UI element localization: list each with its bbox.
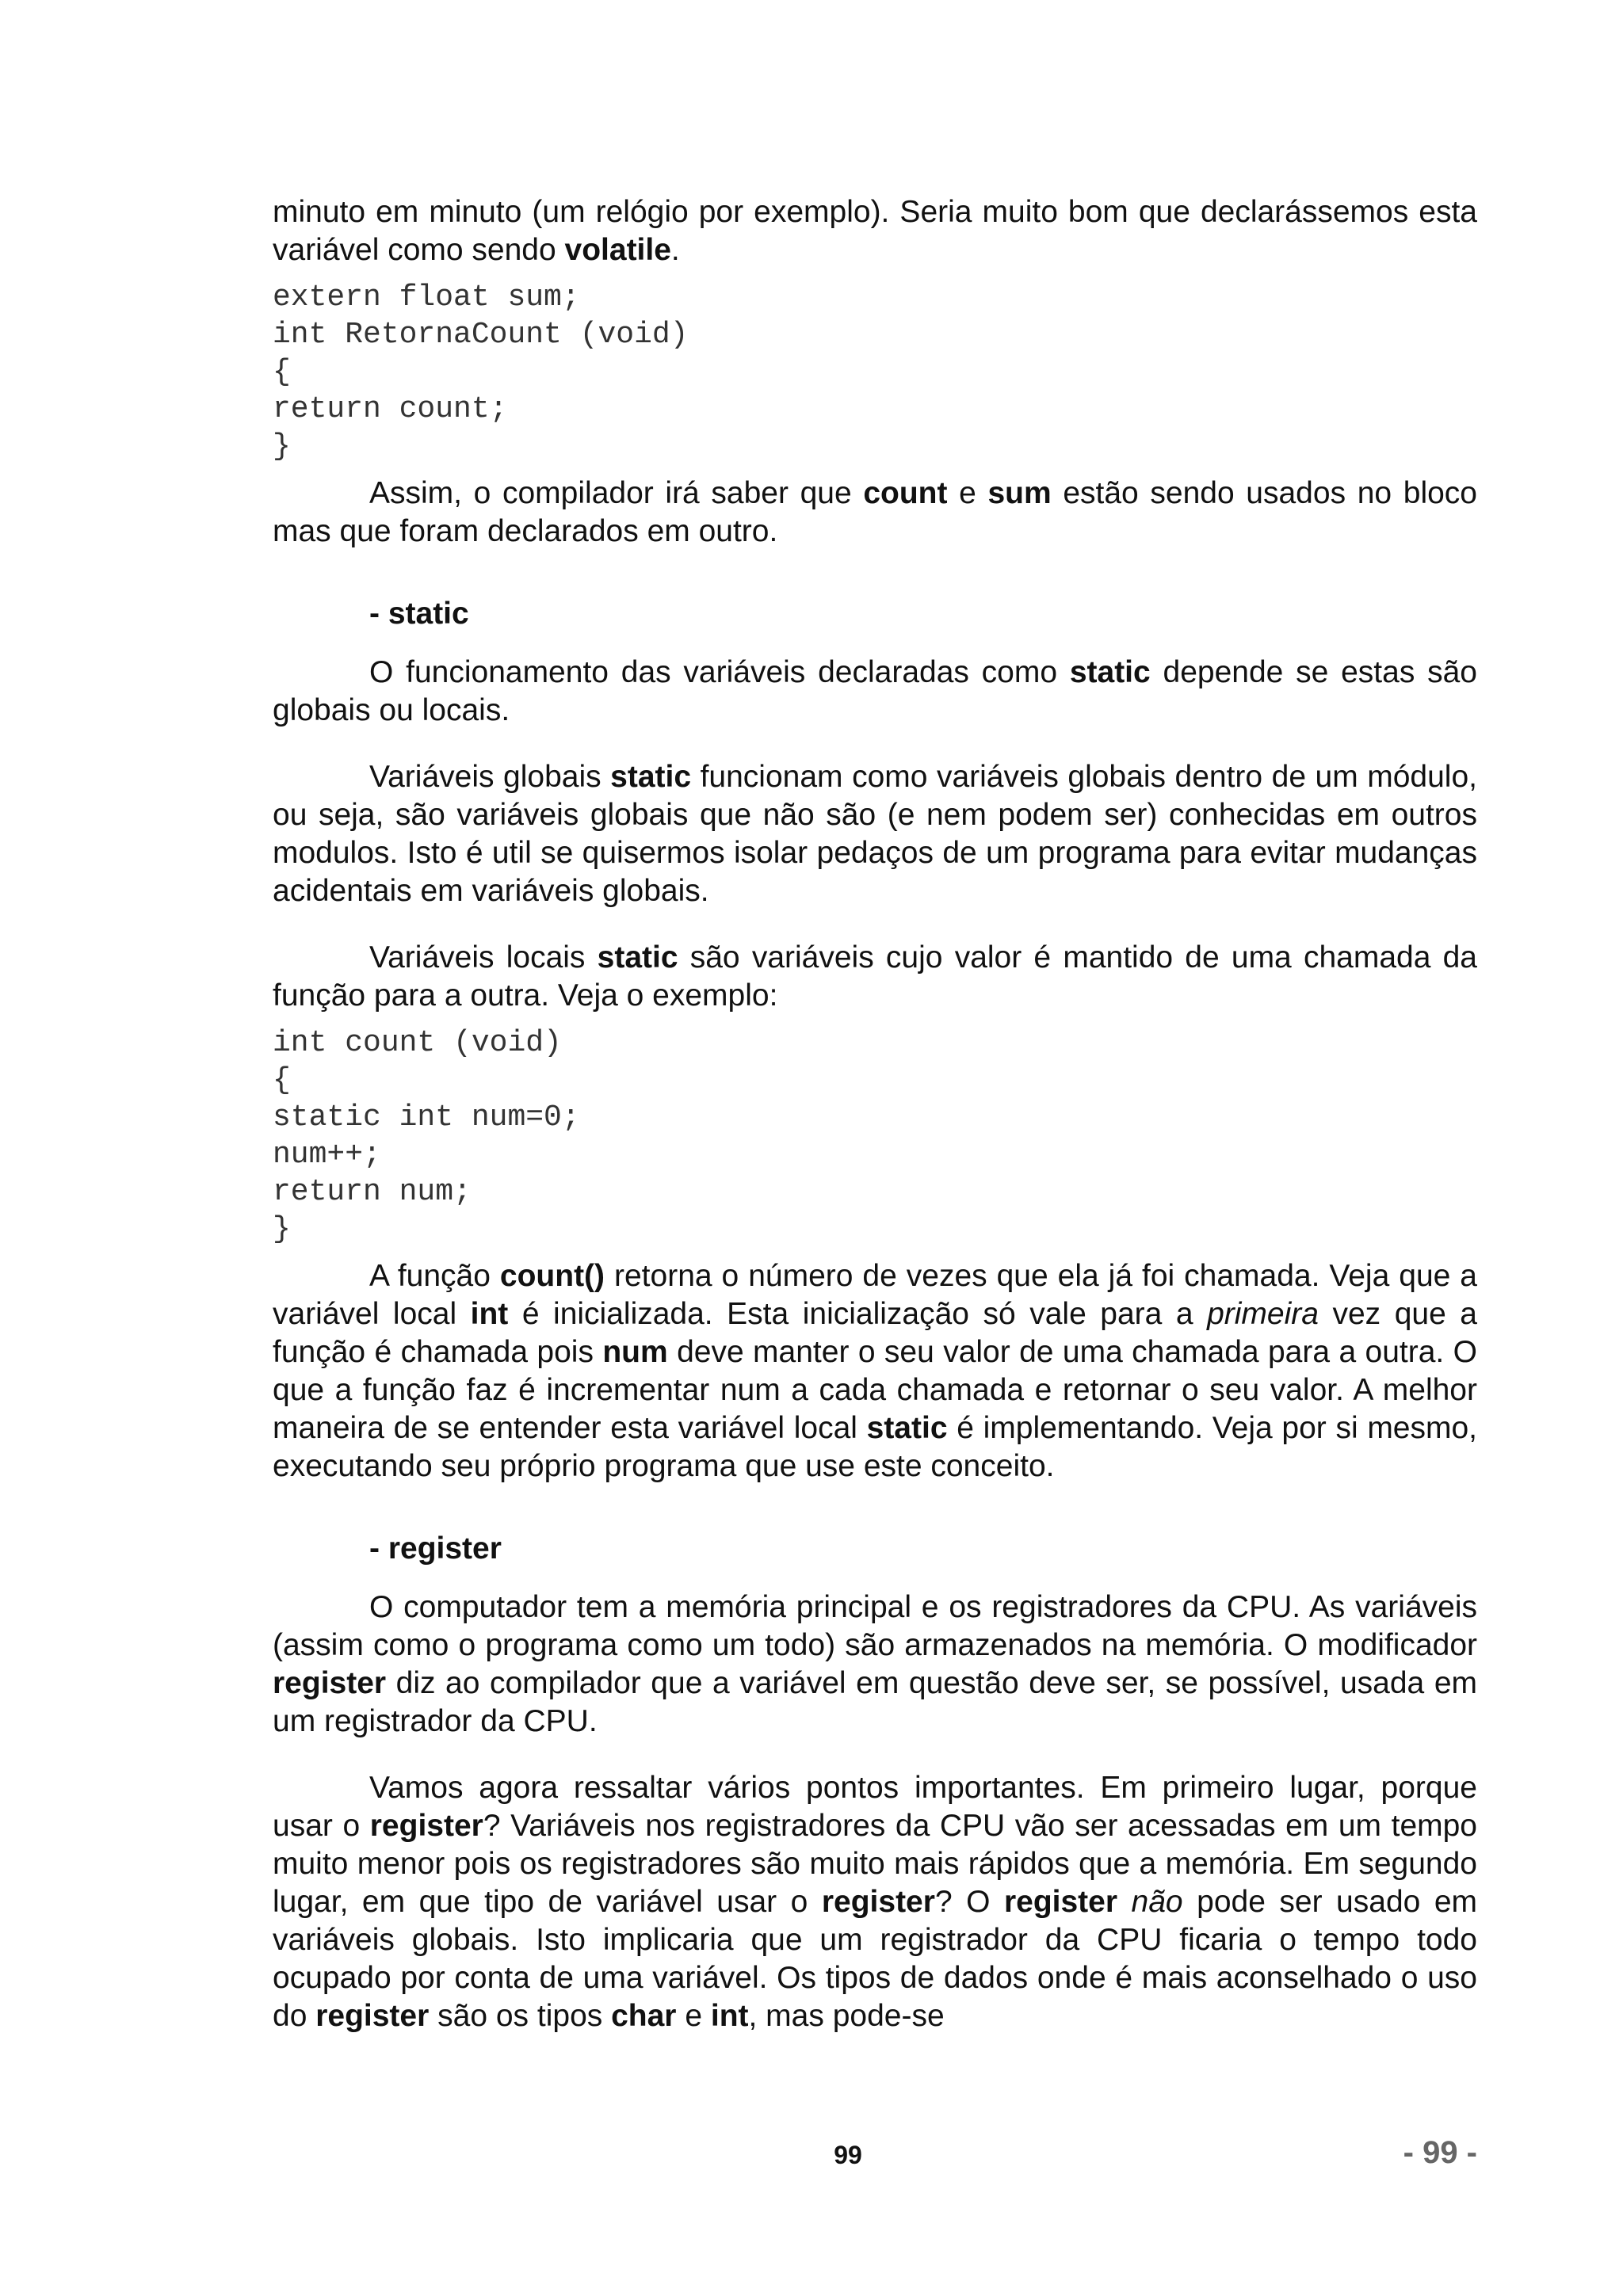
text: deve manter o seu valor de uma chamada para a outra. O que a função faz é incrementar num a cada chamada e retornar o seu valor. A melhor maneira de se entender esta variável local (273, 1335, 1477, 1445)
emphasis-nao: não (1131, 1885, 1183, 1919)
text: depende se estas são globais ou locais. (273, 655, 1477, 727)
code-block-count (273, 1024, 1477, 1248)
paragraph-register-points (273, 1769, 1477, 2035)
text: minuto em minuto (um relógio por exemplo). Seria muito bom que declarássemos esta variável como sendo (273, 195, 1477, 267)
text: pode ser usado em variáveis globais. Isto implicaria que um registrador da CPU ficaria o tempo todo ocupado por conta de uma variável. Os tipos de dados onde é mais aconselhado o uso do (273, 1885, 1477, 2033)
text: Vamos agora ressaltar vários pontos importantes. Em primeiro lugar, porque usar o (273, 1771, 1477, 1843)
text: são variáveis cujo valor é mantido de uma chamada da função para a outra. Veja o exemplo: (273, 940, 1477, 1013)
paragraph-count-explanation (273, 1257, 1477, 1486)
paragraph-static-intro (273, 654, 1477, 730)
text: O computador tem a memória principal e os registradores da CPU. As variáveis (assim como o programa como um todo) são armazenados na memória. O modificador (273, 1590, 1477, 1662)
code-line: { (273, 1063, 291, 1097)
text: retorna o número de vezes que ela já foi chamada. Veja que a variável local (273, 1259, 1477, 1331)
section-heading-static: - static (369, 597, 469, 631)
text: e (947, 476, 988, 510)
keyword-volatile: volatile (564, 233, 671, 267)
text: . (670, 233, 680, 267)
keyword-int: int (470, 1297, 509, 1331)
keyword-int: int (710, 1999, 749, 2033)
code-line: return count; (273, 392, 508, 426)
keyword-static: static (1069, 655, 1151, 689)
keyword-char: char (611, 1999, 677, 2033)
text: ? Variáveis nos registradores da CPU vão ser acessadas em um tempo muito menor pois os registradores são muito mais rápidos que a memória. Em segundo lugar, em que tipo de variável usar o (273, 1809, 1477, 1919)
keyword-register: register (1003, 1885, 1118, 1919)
keyword-static: static (866, 1411, 948, 1445)
code-line: static int num=0; (273, 1100, 580, 1135)
page-number-right: - 99 - (1403, 2135, 1477, 2170)
keyword-count-fn: count() (499, 1259, 605, 1293)
emphasis-primeira: primeira (1207, 1297, 1319, 1331)
text: e (676, 1999, 711, 2033)
text: é implementando. Veja por si mesmo, executando seu próprio programa que use este conceito. (273, 1411, 1478, 1483)
text: Variáveis locais (369, 940, 598, 974)
text: , mas pode-se (748, 1999, 945, 2033)
code-line: } (273, 1212, 291, 1246)
keyword-num: num (602, 1335, 668, 1369)
text: Assim, o compilador irá saber que (369, 476, 864, 510)
code-line: extern float sum; (273, 280, 580, 315)
paragraph-static-locals (273, 939, 1477, 1015)
paragraph-static-globals (273, 758, 1477, 910)
code-block-extern (273, 279, 1477, 465)
keyword-register: register (821, 1885, 935, 1919)
keyword-count: count (863, 476, 948, 510)
text: vez que a função é chamada pois (273, 1297, 1477, 1369)
text: é inicializada. Esta inicialização só vale para a (508, 1297, 1208, 1331)
keyword-static: static (597, 940, 678, 974)
keyword-sum: sum (987, 476, 1052, 510)
keyword-static: static (610, 760, 692, 794)
text: ? O (934, 1885, 1004, 1919)
keyword-register: register (273, 1666, 387, 1700)
code-line: } (273, 429, 291, 463)
code-line: return num; (273, 1175, 472, 1209)
text: O funcionamento das variáveis declaradas como (369, 655, 1070, 689)
text: estão sendo usados no bloco mas que foram declarados em outro. (273, 476, 1477, 548)
code-line: int RetornaCount (void) (273, 318, 689, 352)
code-line: int count (void) (273, 1026, 562, 1060)
paragraph-assim (273, 475, 1477, 551)
paragraph-volatile (273, 193, 1477, 269)
section-heading-register: - register (369, 1531, 502, 1566)
text (1117, 1885, 1132, 1919)
text: Variáveis globais (369, 760, 611, 794)
code-line: { (273, 355, 291, 389)
keyword-register: register (369, 1809, 483, 1843)
text: diz ao compilador que a variável em questão deve ser, se possível, usada em um registrador da CPU. (273, 1666, 1477, 1738)
code-line: num++; (273, 1138, 381, 1172)
text: A função (369, 1259, 500, 1293)
keyword-register: register (315, 1999, 430, 2033)
text: são os tipos (429, 1999, 612, 2033)
page-number-center: 99 (834, 2141, 862, 2169)
text: funcionam como variáveis globais dentro de um módulo, ou seja, são variáveis globais que não são (e nem podem ser) conhecidas em outros modulos. Isto é util se quisermos isolar pedaços de um programa para evitar mudanças acidentais em variáveis globais. (273, 760, 1477, 908)
paragraph-register-intro (273, 1589, 1477, 1741)
page-body (273, 193, 1477, 2035)
